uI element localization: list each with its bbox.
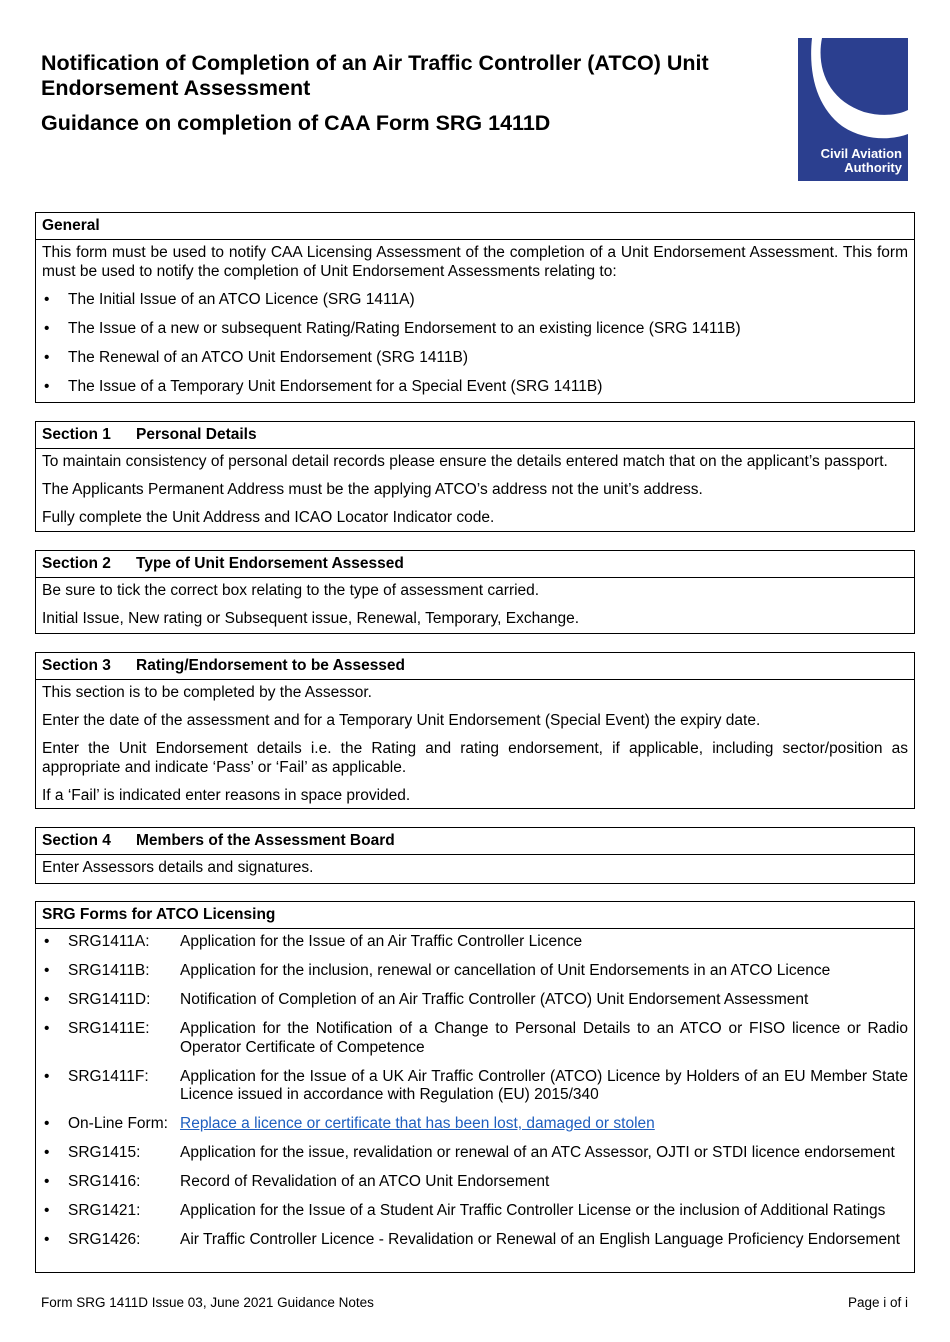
section-3-heading xyxy=(36,653,914,680)
form-description: Application for the Notification of a Change to Personal Details to an ATCO or FISO licence or Radio Operator Certificate of Competence xyxy=(180,1020,908,1056)
section-paragraph: Enter Assessors details and signatures. xyxy=(42,859,314,876)
form-description: Notification of Completion of an Air Traffic Controller (ATCO) Unit Endorsement Assessment xyxy=(180,991,809,1008)
section-paragraph: Enter the date of the assessment and for a Temporary Unit Endorsement (Special Event) the expiry date. xyxy=(42,712,761,729)
section-paragraph: If a ‘Fail’ is indicated enter reasons in space provided. xyxy=(42,786,411,804)
form-code: • SRG1421: xyxy=(68,1202,141,1219)
general-box xyxy=(35,212,915,403)
logo-line-2: Authority xyxy=(844,160,902,175)
list-item xyxy=(42,962,908,981)
section-paragraph: Be sure to tick the correct box relating to the type of assessment carried. xyxy=(42,582,540,599)
list-item: • The Renewal of an ATCO Unit Endorsement (SRG 1411B) xyxy=(42,349,908,368)
form-description: Application for the inclusion, renewal or cancellation of Unit Endorsements in an ATCO Licence xyxy=(180,962,831,979)
section-number: Section 3 xyxy=(42,657,111,674)
section-2-box xyxy=(35,550,915,634)
caa-logo-text xyxy=(821,147,902,175)
logo-line-1: Civil Aviation xyxy=(820,146,902,161)
form-description: Application for the Issue of an Air Traffic Controller Licence xyxy=(180,933,583,950)
form-description: Record of Revalidation of an ATCO Unit Endorsement xyxy=(180,1173,550,1190)
section-paragraph: This section is to be completed by the Assessor. xyxy=(42,684,372,701)
form-code: • SRG1415: xyxy=(68,1144,141,1161)
section-paragraph: Fully complete the Unit Address and ICAO Locator Indicator code. xyxy=(42,509,495,526)
list-item xyxy=(42,1202,908,1221)
form-description: Application for the Issue of a UK Air Traffic Controller (ATCO) Licence by Holders of an EU Member State Licence issued in accordance with Regulation (EU) 2015/340 xyxy=(180,1067,908,1103)
form-code: • SRG1411A: xyxy=(68,933,150,950)
list-item xyxy=(42,1068,908,1105)
form-description: Air Traffic Controller Licence - Revalidation or Renewal of an English Language Proficiency Endorsement xyxy=(180,1231,900,1248)
list-item xyxy=(42,991,908,1010)
list-item xyxy=(42,933,908,952)
list-item xyxy=(42,1020,908,1057)
form-code: • SRG1411E: xyxy=(68,1020,150,1037)
list-item xyxy=(42,1115,908,1134)
section-1-heading xyxy=(36,422,914,449)
page-title: Notification of Completion of an Air Traffic Controller (ATCO) Unit Endorsement Assessment xyxy=(41,51,709,100)
general-heading-text: General xyxy=(42,217,100,234)
general-heading xyxy=(36,213,914,240)
list-item: • The Initial Issue of an ATCO Licence (SRG 1411A) xyxy=(42,291,908,310)
form-code: • SRG1411B: xyxy=(68,962,150,979)
form-code: • SRG1416: xyxy=(68,1173,141,1190)
section-2-heading xyxy=(36,551,914,578)
form-description: Application for the issue, revalidation or renewal of an ATC Assessor, OJTI or STDI licence endorsement xyxy=(180,1144,895,1161)
document-header xyxy=(41,51,781,136)
section-paragraph: The Applicants Permanent Address must be the applying ATCO’s address not the unit’s address. xyxy=(42,481,703,498)
section-paragraph: Initial Issue, New rating or Subsequent issue, Renewal, Temporary, Exchange. xyxy=(42,610,580,627)
form-code: • On-Line Form: xyxy=(68,1115,168,1132)
list-item xyxy=(42,1173,908,1192)
general-intro: This form must be used to notify CAA Licensing Assessment of the completion of a Unit Endorsement Assessment. This form must be used to notify the completion of Unit Endorsement Assessments relating to: xyxy=(42,244,908,280)
general-list xyxy=(42,291,908,397)
section-4-heading xyxy=(36,828,914,855)
section-title: Type of Unit Endorsement Assessed xyxy=(136,555,404,572)
section-number: Section 2 xyxy=(42,555,111,572)
section-paragraph: To maintain consistency of personal detail records please ensure the details entered match that on the applicant’s passport. xyxy=(42,453,888,470)
form-description: Application for the Issue of a Student Air Traffic Controller License or the inclusion of Additional Ratings xyxy=(180,1202,886,1219)
srg-forms-heading xyxy=(36,902,914,929)
list-item: • The Issue of a new or subsequent Rating/Rating Endorsement to an existing licence (SRG 1411B) xyxy=(42,320,908,339)
replace-licence-link[interactable]: Replace a licence or certificate that has been lost, damaged or stolen xyxy=(180,1115,655,1132)
footer-page-number: Page i of i xyxy=(847,1295,908,1310)
form-code: • SRG1411F: xyxy=(68,1067,149,1085)
section-title: Members of the Assessment Board xyxy=(136,832,395,849)
page-subtitle: Guidance on completion of CAA Form SRG 1411D xyxy=(41,111,551,135)
form-code: • SRG1411D: xyxy=(68,991,151,1008)
section-1-box xyxy=(35,421,915,532)
section-title: Rating/Endorsement to be Assessed xyxy=(136,657,406,674)
list-item xyxy=(42,1231,908,1250)
srg-forms-box xyxy=(35,901,915,1273)
section-number: Section 1 xyxy=(42,426,111,443)
srg-forms-heading-text: SRG Forms for ATCO Licensing xyxy=(42,906,276,923)
section-4-box xyxy=(35,827,915,884)
section-paragraph: Enter the Unit Endorsement details i.e. the Rating and rating endorsement, if applicable, including sector/position as appropriate and indicate ‘Pass’ or ‘Fail’ as applicable. xyxy=(42,740,908,776)
footer-form-reference: Form SRG 1411D Issue 03, June 2021 Guidance Notes xyxy=(41,1295,374,1310)
list-item: • The Issue of a Temporary Unit Endorsement for a Special Event (SRG 1411B) xyxy=(42,378,908,397)
section-title: Personal Details xyxy=(136,426,257,443)
section-number: Section 4 xyxy=(42,832,111,849)
form-code: • SRG1426: xyxy=(68,1231,141,1248)
caa-logo xyxy=(798,38,908,181)
section-3-box xyxy=(35,652,915,809)
list-item xyxy=(42,1144,908,1163)
srg-forms-list xyxy=(42,933,908,1250)
